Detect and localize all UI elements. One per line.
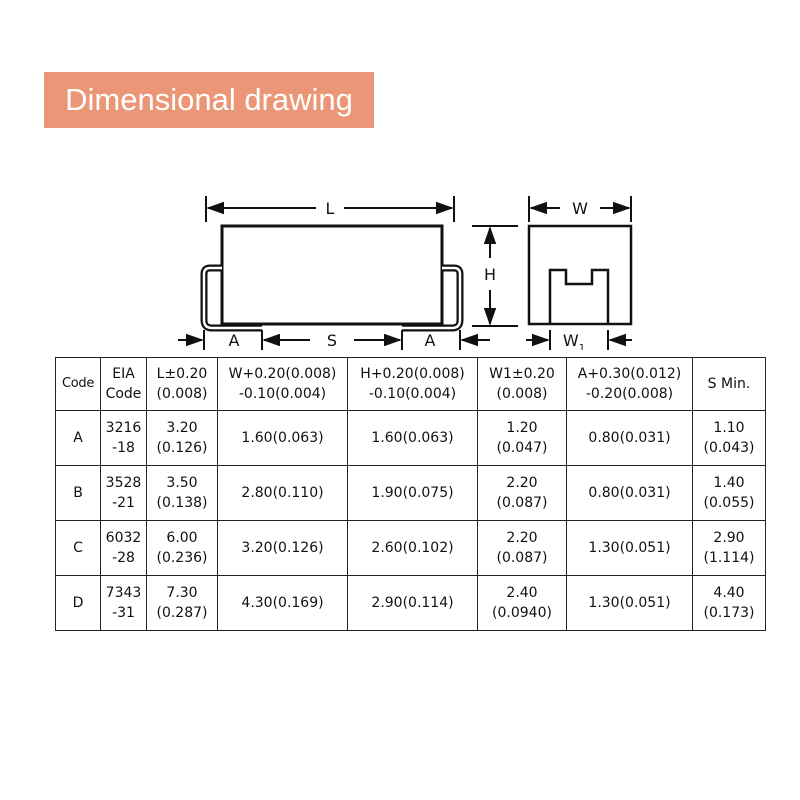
cell-code: B	[56, 466, 101, 521]
side-view	[204, 226, 460, 328]
cell-w: 4.30(0.169)	[218, 576, 348, 631]
label-w1	[563, 331, 585, 350]
table-row	[56, 521, 766, 576]
cell-h: 1.90(0.075)	[348, 466, 478, 521]
label-w1-subscript: 1	[578, 343, 586, 350]
header-h: H+0.20(0.008) -0.10(0.004)	[348, 358, 478, 411]
cell-h: 2.90(0.114)	[348, 576, 478, 631]
label-a-right: A	[424, 331, 436, 350]
cell-s: 2.90 (1.114)	[693, 521, 766, 576]
header-l: L±0.20 (0.008)	[147, 358, 218, 411]
cell-w: 3.20(0.126)	[218, 521, 348, 576]
label-h: H	[483, 265, 497, 284]
label-s: S	[326, 331, 338, 350]
cell-w: 1.60(0.063)	[218, 411, 348, 466]
cell-w: 2.80(0.110)	[218, 466, 348, 521]
label-l: L	[325, 199, 335, 218]
cell-s: 1.10 (0.043)	[693, 411, 766, 466]
cell-w1: 2.40 (0.0940)	[478, 576, 567, 631]
cell-eia: 7343 -31	[101, 576, 147, 631]
table-header-row	[56, 358, 766, 411]
cell-l: 6.00 (0.236)	[147, 521, 218, 576]
cell-w1: 1.20 (0.047)	[478, 411, 567, 466]
cell-a: 0.80(0.031)	[567, 466, 693, 521]
cell-a: 0.80(0.031)	[567, 411, 693, 466]
cell-code: D	[56, 576, 101, 631]
cell-w1: 2.20 (0.087)	[478, 466, 567, 521]
cell-l: 3.20 (0.126)	[147, 411, 218, 466]
cell-eia: 6032 -28	[101, 521, 147, 576]
cell-l: 3.50 (0.138)	[147, 466, 218, 521]
dimension-table	[55, 357, 766, 631]
label-w1-main: W	[562, 331, 579, 350]
header-code: Code	[56, 358, 101, 411]
cell-code: A	[56, 411, 101, 466]
cell-s: 1.40 (0.055)	[693, 466, 766, 521]
cell-w1: 2.20 (0.087)	[478, 521, 567, 576]
end-view	[529, 226, 631, 324]
table-row	[56, 466, 766, 521]
label-w: W	[572, 199, 588, 218]
header-eia-code: EIA Code	[101, 358, 147, 411]
cell-h: 2.60(0.102)	[348, 521, 478, 576]
title-banner: Dimensional drawing	[44, 72, 374, 128]
label-a-left: A	[228, 331, 240, 350]
cell-s: 4.40 (0.173)	[693, 576, 766, 631]
header-a: A+0.30(0.012) -0.20(0.008)	[567, 358, 693, 411]
cell-a: 1.30(0.051)	[567, 521, 693, 576]
end-view-body	[529, 226, 631, 324]
cell-eia: 3528 -21	[101, 466, 147, 521]
cell-eia: 3216 -18	[101, 411, 147, 466]
table-row	[56, 576, 766, 631]
header-w1: W1±0.20 (0.008)	[478, 358, 567, 411]
cell-l: 7.30 (0.287)	[147, 576, 218, 631]
cell-code: C	[56, 521, 101, 576]
table-row	[56, 411, 766, 466]
dimensional-drawing	[0, 0, 800, 350]
header-s-min: S Min.	[693, 358, 766, 411]
header-w: W+0.20(0.008) -0.10(0.004)	[218, 358, 348, 411]
cell-a: 1.30(0.051)	[567, 576, 693, 631]
capacitor-body	[222, 226, 442, 324]
cell-h: 1.60(0.063)	[348, 411, 478, 466]
